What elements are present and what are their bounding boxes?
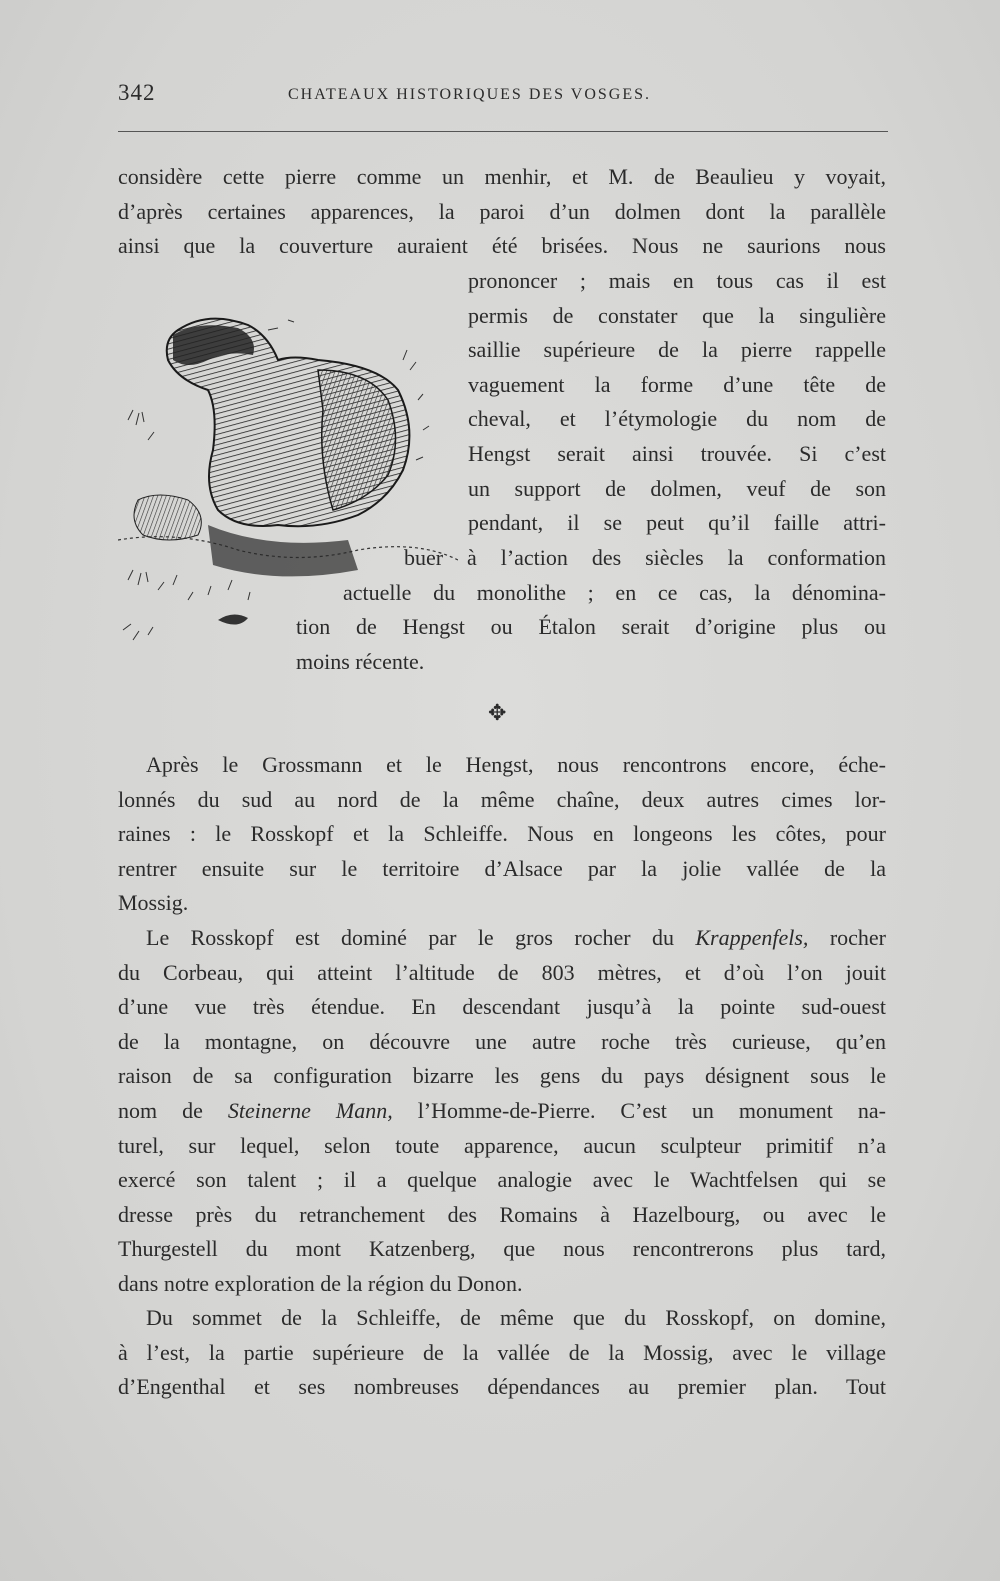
paragraph-1-wrapped-3 [343, 576, 886, 611]
text-line: prononcer ; mais en tous cas il est [468, 268, 886, 293]
text-line: saillie supérieure de la pierre rappelle [468, 337, 886, 363]
paragraph-3 [118, 921, 886, 1302]
text-line: rentrer ensuite sur le territoire d’Alsace par la jolie vallée de la [118, 855, 886, 881]
text-line: Thurgestell du mont Katzenberg, que nous rencontrerons plus tard, [118, 1236, 886, 1262]
text-line: turel, sur lequel, selon toute apparence, aucun sculpteur primitif n’a [118, 1132, 886, 1158]
paragraph-4 [118, 1301, 886, 1405]
fleuron-ornament: ✥ [488, 700, 507, 725]
text-line: à l’est, la partie supérieure de la vallée de la Mossig, avec le village [118, 1339, 886, 1365]
paragraph-1-top [118, 160, 886, 264]
text-line: exercé son talent ; il a quelque analogie avec le Wachtfelsen qui se [118, 1167, 886, 1193]
text-run: l’Homme-de-Pierre. C’est un monument na- [392, 1097, 886, 1123]
place-name-italic: Krappenfels, [695, 925, 809, 950]
text-line: raines : le Rosskopf et la Schleiffe. Nous en longeons les côtes, pour [118, 821, 886, 847]
text-line [118, 1094, 886, 1129]
text-line: dans notre exploration de la région du Donon. [118, 1270, 523, 1296]
text-line: un support de dolmen, veuf de son [468, 475, 886, 501]
text-line: du Corbeau, qui atteint l’altitude de 803 mètres, et d’où l’on jouit [118, 959, 886, 985]
text-line: considère cette pierre comme un menhir, et M. de Beaulieu y voyait, [118, 164, 886, 189]
text-line: moins récente. [296, 648, 425, 674]
text-line [118, 921, 886, 956]
text-line: raison de sa configuration bizarre les gens du pays désignent sous le [118, 1063, 886, 1089]
text-line: d’après certaines apparences, la paroi d’un dolmen dont la parallèle [118, 198, 886, 224]
text-line: vaguement la forme d’une tête de [468, 371, 886, 397]
paragraph-1-wrapped [468, 264, 886, 541]
text-line: de la montagne, on découvre une autre roche très curieuse, qu’en [118, 1028, 886, 1054]
text-run: Le Rosskopf est dominé par le gros rocher du [146, 925, 696, 950]
page-header [118, 80, 888, 116]
text-line: tion de Hengst ou Étalon serait d’origine plus ou [296, 614, 886, 639]
paragraph-1-wrapped-4 [296, 610, 886, 679]
text-line: buer à l’action des siècles la conformation [404, 545, 886, 570]
text-line: pendant, il se peut qu’il faille attri- [468, 510, 886, 536]
text-line: Du sommet de la Schleiffe, de même que du Rosskopf, on domine, [146, 1305, 886, 1330]
text-run: rocher [808, 925, 886, 950]
page-number: 342 [118, 80, 156, 105]
text-line: lonnés du sud au nord de la même chaîne, deux autres cimes lor- [118, 786, 886, 812]
text-line: ainsi que la couverture auraient été brisées. Nous ne saurions nous [118, 233, 886, 259]
text-line: Après le Grossmann et le Hengst, nous rencontrons encore, éche- [146, 752, 886, 777]
text-line: actuelle du monolithe ; en ce cas, la dénomina- [343, 580, 886, 605]
text-line: d’Engenthal et ses nombreuses dépendances au premier plan. Tout [118, 1374, 886, 1400]
paragraph-1-wrapped-2 [404, 541, 886, 576]
header-rule [118, 131, 888, 132]
text-run: nom de [118, 1097, 228, 1123]
text-line: d’une vue très étendue. En descendant jusqu’à la pointe sud-ouest [118, 994, 886, 1020]
running-title: CHATEAUX HISTORIQUES DES VOSGES. [288, 86, 651, 103]
text-line: Mossig. [118, 890, 189, 916]
text-line: cheval, et l’étymologie du nom de [468, 406, 886, 432]
place-name-italic: Steinerne Mann, [227, 1097, 393, 1123]
text-line: dresse près du retranchement des Romains à Hazelbourg, ou avec le [118, 1201, 886, 1227]
text-line: Hengst serait ainsi trouvée. Si c’est [468, 440, 886, 466]
paragraph-2 [118, 748, 886, 921]
text-line: permis de constater que la singulière [468, 302, 886, 328]
